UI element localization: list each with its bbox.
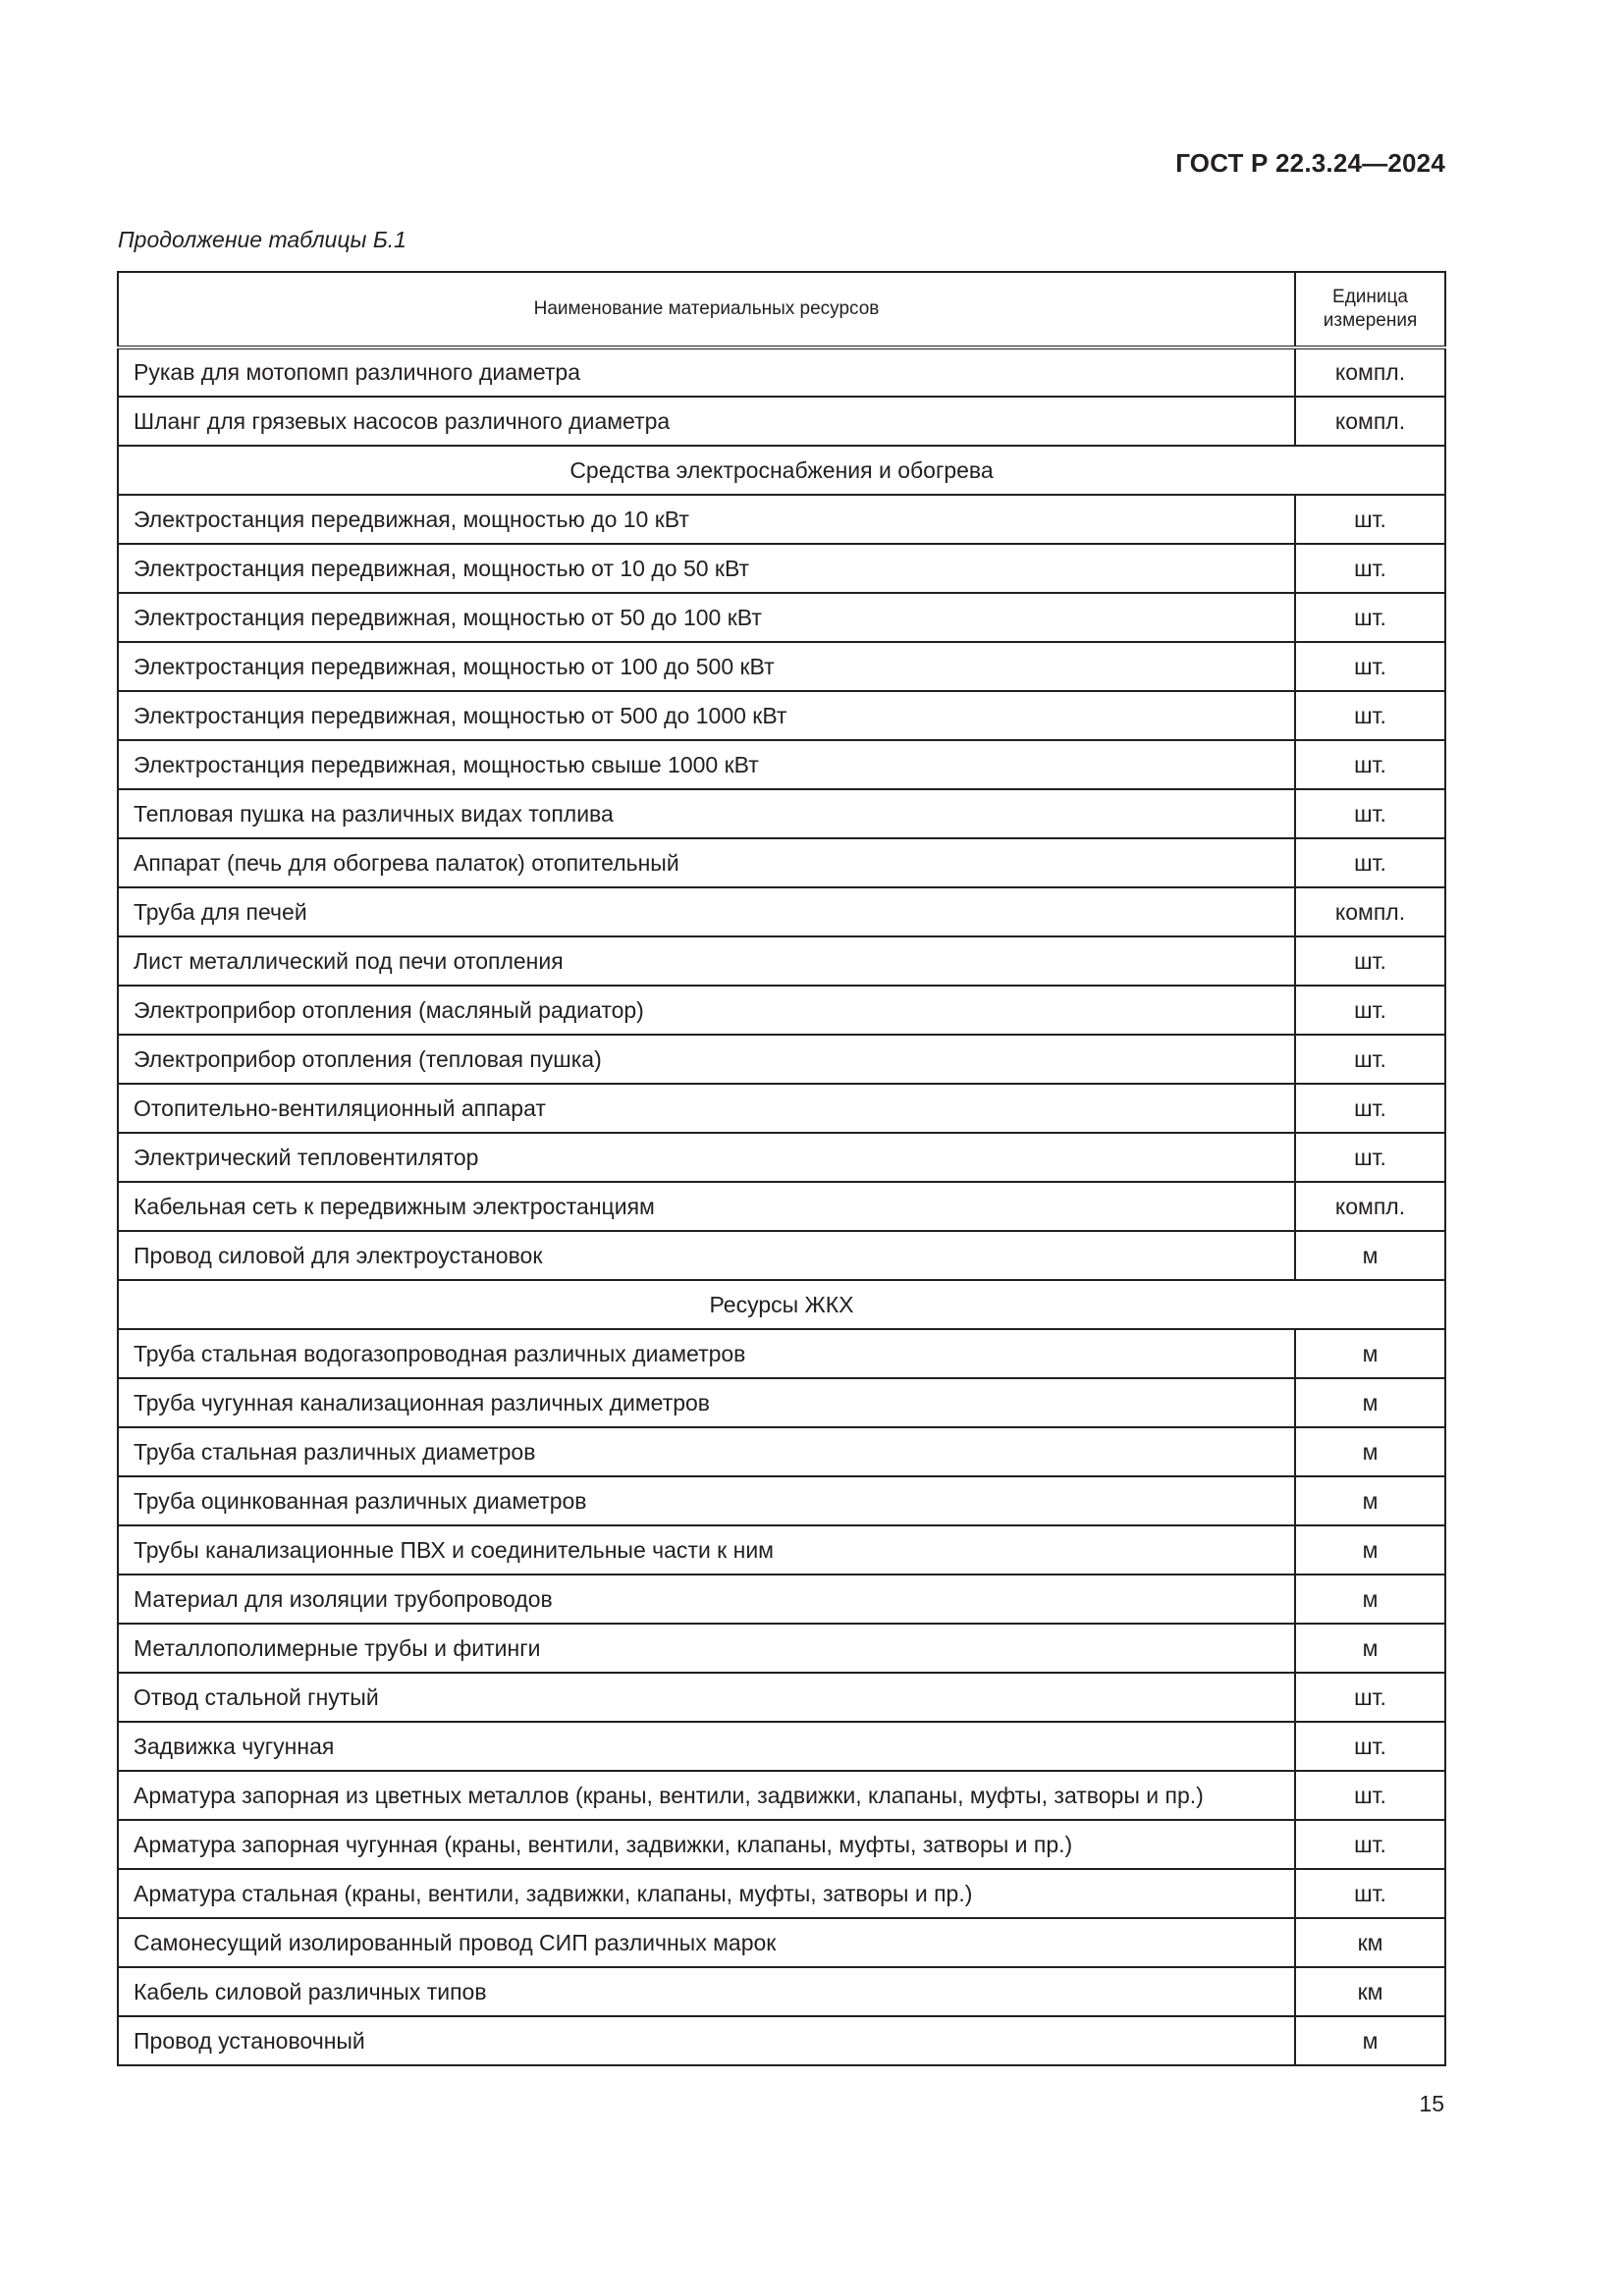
unit-of-measure: компл.: [1295, 887, 1445, 936]
unit-of-measure: шт.: [1295, 544, 1445, 593]
resource-name: Электроприбор отопления (масляный радиатор): [118, 986, 1295, 1035]
unit-of-measure: шт.: [1295, 1035, 1445, 1084]
unit-of-measure: шт.: [1295, 1722, 1445, 1771]
resource-name: Задвижка чугунная: [118, 1722, 1295, 1771]
table-row: [118, 887, 1445, 936]
table-row: [118, 1673, 1445, 1722]
unit-of-measure: шт.: [1295, 593, 1445, 642]
table-row: [118, 838, 1445, 887]
table-row: [118, 986, 1445, 1035]
unit-of-measure: шт.: [1295, 642, 1445, 691]
resource-name: Материал для изоляции трубопроводов: [118, 1575, 1295, 1624]
resource-name: Шланг для грязевых насосов различного диаметра: [118, 397, 1295, 446]
resource-name: Аппарат (печь для обогрева палаток) отопительный: [118, 838, 1295, 887]
resource-name: Электростанция передвижная, мощностью от 500 до 1000 кВт: [118, 691, 1295, 740]
resource-name: Лист металлический под печи отопления: [118, 936, 1295, 986]
table-row: [118, 2016, 1445, 2065]
unit-of-measure: компл.: [1295, 1182, 1445, 1231]
table-row: [118, 1035, 1445, 1084]
resource-name: Электростанция передвижная, мощностью от 50 до 100 кВт: [118, 593, 1295, 642]
unit-of-measure: компл.: [1295, 397, 1445, 446]
table-row: [118, 936, 1445, 986]
page-number: 15: [1419, 2091, 1444, 2116]
unit-of-measure: шт.: [1295, 1673, 1445, 1722]
resource-name: Самонесущий изолированный провод СИП различных марок: [118, 1918, 1295, 1967]
table-row: [118, 1427, 1445, 1476]
table-row: [118, 1869, 1445, 1918]
table-row: [118, 1182, 1445, 1231]
resource-name: Труба стальная различных диаметров: [118, 1427, 1295, 1476]
resource-name: Труба для печей: [118, 887, 1295, 936]
unit-of-measure: шт.: [1295, 789, 1445, 838]
table-row: [118, 1575, 1445, 1624]
table-header-row: [118, 272, 1445, 347]
resource-name: Труба стальная водогазопроводная различных диаметров: [118, 1329, 1295, 1378]
unit-of-measure: шт.: [1295, 1133, 1445, 1182]
table-row: [118, 1722, 1445, 1771]
table-row: [118, 740, 1445, 789]
unit-of-measure: шт.: [1295, 986, 1445, 1035]
resource-name: Металлополимерные трубы и фитинги: [118, 1624, 1295, 1673]
table-row: [118, 593, 1445, 642]
unit-of-measure: шт.: [1295, 1820, 1445, 1869]
resource-name: Электрический тепловентилятор: [118, 1133, 1295, 1182]
table-row: [118, 1329, 1445, 1378]
resource-name: Рукав для мотопомп различного диаметра: [118, 347, 1295, 397]
unit-of-measure: компл.: [1295, 347, 1445, 397]
resource-name: Электростанция передвижная, мощностью до 10 кВт: [118, 495, 1295, 544]
unit-of-measure: шт.: [1295, 691, 1445, 740]
resource-name: Отвод стальной гнутый: [118, 1673, 1295, 1722]
table-section-row: [118, 446, 1445, 495]
unit-of-measure: шт.: [1295, 495, 1445, 544]
unit-of-measure: м: [1295, 1427, 1445, 1476]
section-heading: Средства электроснабжения и обогрева: [118, 446, 1445, 495]
section-heading: Ресурсы ЖКХ: [118, 1280, 1445, 1329]
unit-of-measure: шт.: [1295, 1771, 1445, 1820]
column-header-unit-line1: Единица: [1332, 287, 1408, 307]
table-row: [118, 691, 1445, 740]
table-row: [118, 1378, 1445, 1427]
table-body: [118, 347, 1445, 2065]
column-header-unit-line2: измерения: [1323, 310, 1418, 331]
unit-of-measure: м: [1295, 1231, 1445, 1280]
unit-of-measure: м: [1295, 1476, 1445, 1525]
resource-name: Труба оцинкованная различных диаметров: [118, 1476, 1295, 1525]
unit-of-measure: шт.: [1295, 1084, 1445, 1133]
unit-of-measure: м: [1295, 2016, 1445, 2065]
unit-of-measure: м: [1295, 1575, 1445, 1624]
unit-of-measure: км: [1295, 1967, 1445, 2016]
unit-of-measure: км: [1295, 1918, 1445, 1967]
resource-name: Кабель силовой различных типов: [118, 1967, 1295, 2016]
table-row: [118, 1525, 1445, 1575]
table-row: [118, 1918, 1445, 1967]
resource-name: Труба чугунная канализационная различных диметров: [118, 1378, 1295, 1427]
table-row: [118, 1820, 1445, 1869]
table-row: [118, 1476, 1445, 1525]
resources-table: [117, 271, 1446, 2066]
unit-of-measure: м: [1295, 1624, 1445, 1673]
resource-name: Трубы канализационные ПВХ и соединительные части к ним: [118, 1525, 1295, 1575]
resource-name: Арматура стальная (краны, вентили, задвижки, клапаны, муфты, затворы и пр.): [118, 1869, 1295, 1918]
table-row: [118, 1771, 1445, 1820]
resource-name: Электростанция передвижная, мощностью свыше 1000 кВт: [118, 740, 1295, 789]
resource-name: Кабельная сеть к передвижным электростанциям: [118, 1182, 1295, 1231]
table-row: [118, 1084, 1445, 1133]
document-code: ГОСТ Р 22.3.24—2024: [1175, 148, 1445, 178]
unit-of-measure: м: [1295, 1329, 1445, 1378]
unit-of-measure: шт.: [1295, 1869, 1445, 1918]
table-row: [118, 1231, 1445, 1280]
table-row: [118, 642, 1445, 691]
table-row: [118, 347, 1445, 397]
table-row: [118, 397, 1445, 446]
column-header-unit: [1295, 272, 1445, 347]
table-row: [118, 789, 1445, 838]
resource-name: Провод силовой для электроустановок: [118, 1231, 1295, 1280]
table-row: [118, 1967, 1445, 2016]
resource-name: Электроприбор отопления (тепловая пушка): [118, 1035, 1295, 1084]
resource-name: Электростанция передвижная, мощностью от 10 до 50 кВт: [118, 544, 1295, 593]
resource-name: Арматура запорная из цветных металлов (краны, вентили, задвижки, клапаны, муфты, затворы и пр.): [118, 1771, 1295, 1820]
unit-of-measure: м: [1295, 1378, 1445, 1427]
unit-of-measure: м: [1295, 1525, 1445, 1575]
table-row: [118, 1624, 1445, 1673]
unit-of-measure: шт.: [1295, 838, 1445, 887]
resource-name: Тепловая пушка на различных видах топлива: [118, 789, 1295, 838]
unit-of-measure: шт.: [1295, 740, 1445, 789]
table-row: [118, 544, 1445, 593]
resource-name: Арматура запорная чугунная (краны, вентили, задвижки, клапаны, муфты, затворы и пр.): [118, 1820, 1295, 1869]
table-row: [118, 1133, 1445, 1182]
resource-name: Отопительно-вентиляционный аппарат: [118, 1084, 1295, 1133]
column-header-name: Наименование материальных ресурсов: [118, 272, 1295, 347]
unit-of-measure: шт.: [1295, 936, 1445, 986]
table-row: [118, 495, 1445, 544]
resource-name: Провод установочный: [118, 2016, 1295, 2065]
table-caption: Продолжение таблицы Б.1: [118, 227, 406, 252]
resource-name: Электростанция передвижная, мощностью от 100 до 500 кВт: [118, 642, 1295, 691]
table-section-row: [118, 1280, 1445, 1329]
